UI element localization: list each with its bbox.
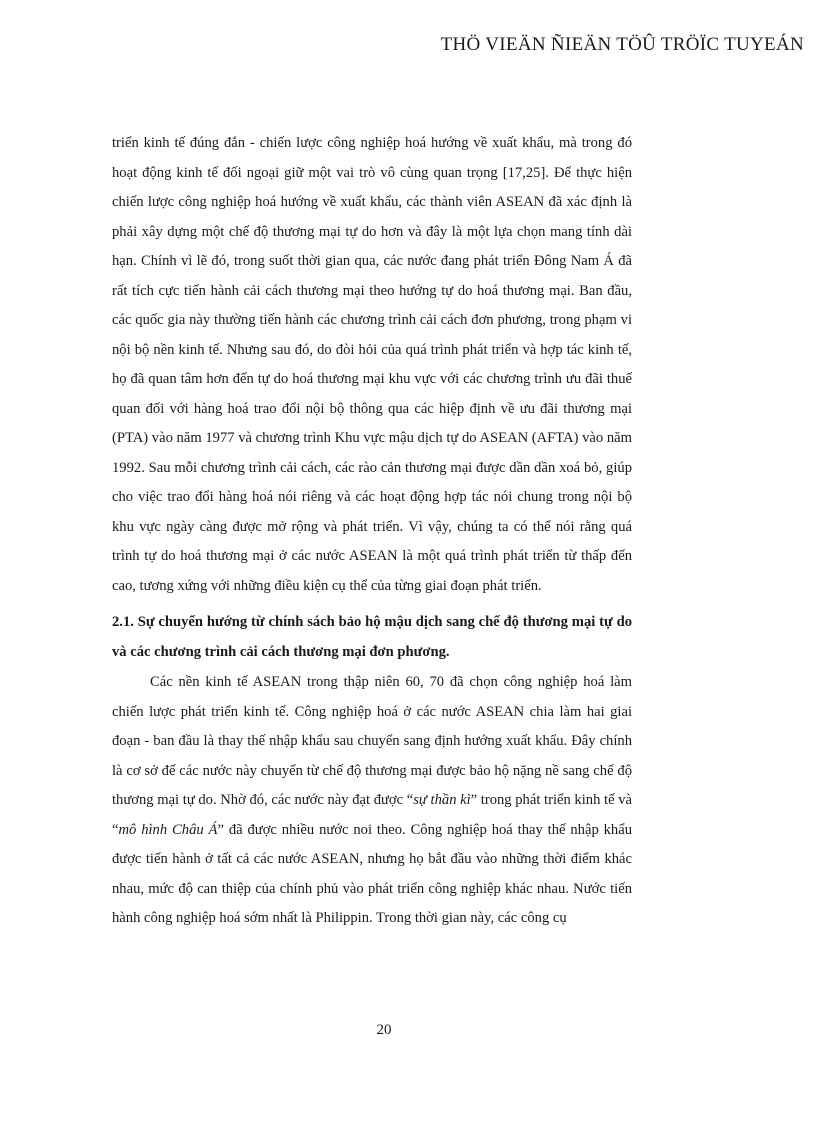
paragraph-industrialization <box>112 668 632 934</box>
paragraph-text: ” đã được nhiều nước noi theo. Công nghiệp hoá thay thế nhập khẩu được tiến hành ở tất cả các nước ASEAN, nhưng họ bắt đầu vào những thời điểm khác nhau, mức độ can thiệp của chính phủ vào phát triển công nghiệp khác nhau. Nước tiến hành công nghiệp hoá sớm nhất là Philippin. Trong thời gian này, các công cụ <box>112 821 633 926</box>
header-title: THÖ VIEÄN ÑIEÄN TÖÛ TRÖÏC TUYEÁN <box>440 34 804 55</box>
page-number-text: 20 <box>376 1022 392 1038</box>
paragraph-intro: triển kinh tế đúng đắn - chiến lược công nghiệp hoá hướng về xuất khẩu, mà trong đó hoạt động kinh tế đối ngoại giữ một vai trò vô cùng quan trọng [17,25]. Để thực hiện chiến lược công nghiệp hoá hướng về xuất khẩu, các thành viên ASEAN đã xác định là phải xây dựng một chế độ thương mại tự do hơn và đây là một lựa chọn mang tính dài hạn. Chính vì lẽ đó, trong suốt thời gian qua, các nước đang phát triển Đông Nam Á đã rất tích cực tiến hành cải cách thương mại theo hướng tự do hoá thương mại. Ban đầu, các quốc gia này thường tiến hành các chương trình cải cách đơn phương, trong phạm vi nội bộ nền kinh tế. Nhưng sau đó, do đòi hỏi của quá trình phát triển và hợp tác kinh tế, họ đã quan tâm hơn đến tự do hoá thương mại khu vực với các chương trình ưu đãi thuế quan đối với hàng hoá trao đổi nội bộ thông qua các hiệp định về ưu đãi thương mại (PTA) vào năm 1977 và chương trình Khu vực mậu dịch tự do ASEAN (AFTA) vào năm 1992. Sau mỗi chương trình cải cách, các rào cản thương mại được dần dần xoá bỏ, giúp cho việc trao đổi hàng hoá nói riêng và các hoạt động hợp tác nói chung trong nội bộ khu vực ngày càng được mở rộng và phát triển. Vì vậy, chúng ta có thể nói rằng quá trình tự do hoá thương mại ở các nước ASEAN là một quá trình phát triển từ thấp đến cao, tương xứng với những điều kiện cụ thể của từng giai đoạn phát triển. <box>112 135 632 594</box>
page-number <box>0 1022 816 1039</box>
section-heading: 2.1. Sự chuyển hướng từ chính sách bảo hộ mậu dịch sang chế độ thương mại tự do và các chương trình cải cách thương mại đơn phương. <box>112 614 632 660</box>
paragraph-text: Các nền kinh tế ASEAN trong thập niên 60, 70 đã chọn công nghiệp hoá làm chiến lược phát triển kinh tế. Công nghiệp hoá ở các nước ASEAN chia làm hai giai đoạn - ban đầu là thay thế nhập khẩu sau chuyển sang định hướng xuất khẩu. Đây chính là cơ sở để các nước này chuyển từ chế độ thương mại được bảo hộ nặng nề sang chế độ thương mại tự do. Nhờ đó, các nước này đạt được “ <box>112 674 632 808</box>
library-header <box>441 34 804 56</box>
quote-mo-hinh-chau-a: mô hình Châu Á <box>118 821 218 838</box>
body-text <box>112 129 632 934</box>
quote-su-than-ki: sự thần kì <box>413 792 471 808</box>
paragraph-text: ” trong phát triển kinh tế và “ <box>112 792 632 838</box>
